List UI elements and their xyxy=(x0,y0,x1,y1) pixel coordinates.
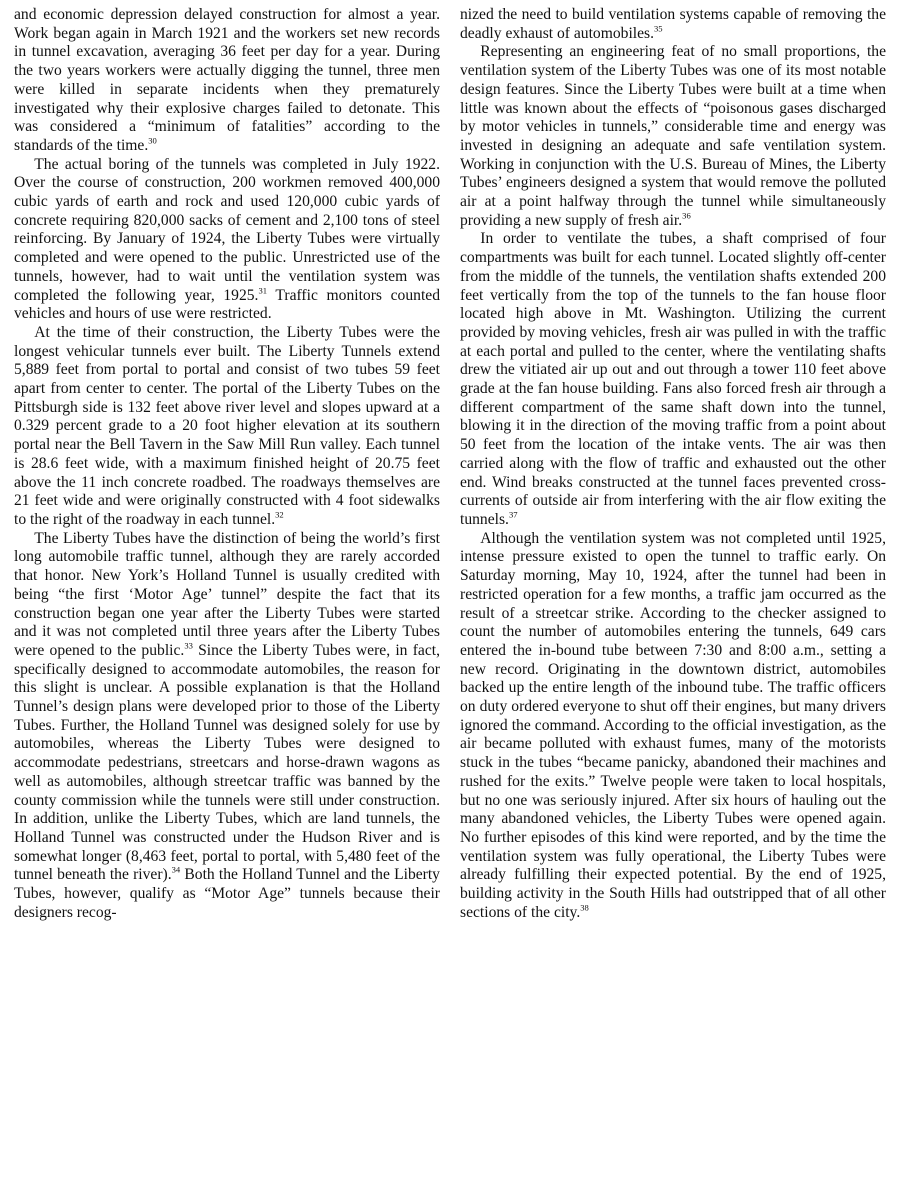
text-run: and economic depression delayed construction for almost a year. Work began again in March 1921 and the workers set new records in tunnel excavation, averaging 36 feet per day for a year. During the two years workers were actually digging the tunnel, three men were killed in separate incidents when they prematurely investigated why their explosive charges failed to detonate. This was considered a “minimum of fatalities” according to the standards of the time. xyxy=(14,6,440,154)
text-run: Since the Liberty Tubes were, in fact, specifically designed to accommodate automobiles, the reason for this slight is unclear. A possible explanation is that the Holland Tunnel’s design plans were developed prior to those of the Liberty Tubes. Further, the Holland Tunnel was designed solely for use by automobiles, whereas the Liberty Tubes were designed to accommodate pedestrians, streetcars and horse-drawn wagons as well as automobiles, although streetcar traffic was banned by the county commission while the tunnels were still under construction. In addition, unlike the Liberty Tubes, which are land tunnels, the Holland Tunnel was constructed under the Hudson River and is somewhat longer (8,463 feet, portal to portal, with 5,480 feet of the tunnel beneath the river). xyxy=(14,641,440,884)
text-run: Representing an engineering feat of no small proportions, the ventilation system of the Liberty Tubes was one of its most notable design features. Since the Liberty Tubes were built at a time when little was known about the effects of “poisonous gases discharged by motor vehicles in tunnels,” considerable time and energy was invested in designing an adequate and safe ventilation system. Working in conjunction with the U.S. Bureau of Mines, the Liberty Tubes’ engineers designed a system that would remove the polluted air at a point halfway through the tunnel while simultaneously providing a new supply of fresh air. xyxy=(460,43,886,229)
footnote-marker: 36 xyxy=(682,210,691,221)
text-run: In order to ventilate the tubes, a shaft comprised of four compartments was built for each tunnel. Located slightly off-center from the middle of the tunnels, the ventilation shafts extended 200 feet vertically from the top of the tunnels to the fan house floor located high above in Mt. Washington. Utilizing the current provided by moving vehicles, fresh air was pulled in with the traffic at each portal and pulled to the center, where the ventilating shafts drew the vitiated air up out and out through a tower 110 feet above grade at the fan house building. Fans also forced fresh air through a different compartment of the same shaft down into the tunnel, blowing it in the direction of the moving traffic from a point about 50 feet from the location of the intake vents. The air was then carried along with the flow of traffic and exhausted out the other end. Wind breaks constructed at the tunnel faces prevented cross-currents of outside air from interfering with the air flow exiting the tunnels. xyxy=(460,230,886,528)
continued-paragraph xyxy=(460,6,886,43)
text-run: At the time of their construction, the Liberty Tubes were the longest vehicular tunnels ever built. The Liberty Tunnels extend 5,889 feet from portal to portal and consist of two tubes 59 feet apart from center to center. The portal of the Liberty Tubes on the Pittsburgh side is 132 feet above river level and slopes upward at a 0.329 percent grade to a 20 foot higher elevation at its southern portal near the Bell Tavern in the Saw Mill Run valley. Each tunnel is 28.6 feet wide, with a maximum finished height of 20.75 feet above the 11 inch concrete roadbed. The roadways themselves are 21 feet wide and were originally constructed with 4 foot sidewalks to the right of the roadway in each tunnel. xyxy=(14,323,440,528)
paragraph xyxy=(14,324,440,530)
footnote-marker: 32 xyxy=(275,509,284,520)
right-column xyxy=(460,6,886,1201)
footnote-marker: 31 xyxy=(258,285,268,296)
text-run: Both the Holland Tunnel and the Liberty Tubes, however, qualify as “Motor Age” tunnels because their designers recog- xyxy=(14,866,440,921)
footnote-marker: 33 xyxy=(184,640,193,651)
footnote-marker: 35 xyxy=(654,23,663,34)
footnote-marker: 37 xyxy=(508,509,518,520)
paragraph xyxy=(460,43,886,230)
paragraph xyxy=(460,230,886,529)
footnote-marker: 38 xyxy=(580,902,589,913)
paragraph xyxy=(460,530,886,923)
text-run: Although the ventilation system was not completed until 1925, intense pressure existed to open the tunnel to traffic early. On Saturday morning, May 10, 1924, after the tunnel had been in restricted operation for a few months, a traffic jam occurred as the result of a streetcar strike. According to the checker assigned to count the number of automobiles entering the tunnels, 649 cars entered the in-bound tube between 7:30 and 8:00 a.m., setting a new record. Originating in the downtown district, automobiles backed up the entire length of the inbound tube. The traffic officers on duty ordered everyone to shut off their engines, but many drivers ignored the command. According to the official investigation, as the air became polluted with exhaust fumes, many of the motorists stuck in the tubes “became panicky, abandoned their machines and rushed for the exits.” Twelve people were taken to local hospitals, but no one was seriously injured. After six hours of hauling out the many abandoned vehicles, the Liberty Tubes were opened again. No further episodes of this kind were reported, and by the time the ventilation system was fully operational, the Liberty Tubes were already fulfilling their expected potential. By the end of 1925, building activity in the South Hills had outstripped that of all other sections of the city. xyxy=(460,529,886,921)
text-run: Traffic monitors counted vehicles and hours of use were restricted. xyxy=(14,286,440,323)
text-run: The Liberty Tubes have the distinction of being the world’s first long automobile traffic tunnel, although they are rarely accorded that honor. New York’s Holland Tunnel is usually credited with being “the first ‘Motor Age’ tunnel” despite the fact that its construction began one year after the Liberty Tubes were started and it was not completed until three years after the Liberty Tubes were opened to the public. xyxy=(14,529,440,659)
left-column xyxy=(14,6,440,1201)
text-run: The actual boring of the tunnels was completed in July 1922. Over the course of construction, 200 workmen removed 400,000 cubic yards of earth and rock and used 120,000 cubic yards of concrete requiring 820,000 sacks of cement and 2,100 tons of steel reinforcing. By January of 1924, the Liberty Tubes were virtually completed and were opened to the public. Unrestricted use of the tunnels, however, had to wait until the ventilation system was completed the following year, 1925. xyxy=(14,155,440,304)
text-run: nized the need to build ventilation systems capable of removing the deadly exhaust of automobiles. xyxy=(460,6,886,42)
continued-paragraph xyxy=(14,6,440,156)
footnote-marker: 34 xyxy=(171,864,181,875)
paragraph xyxy=(14,156,440,324)
paragraph xyxy=(14,530,440,923)
footnote-marker: 30 xyxy=(148,135,157,146)
